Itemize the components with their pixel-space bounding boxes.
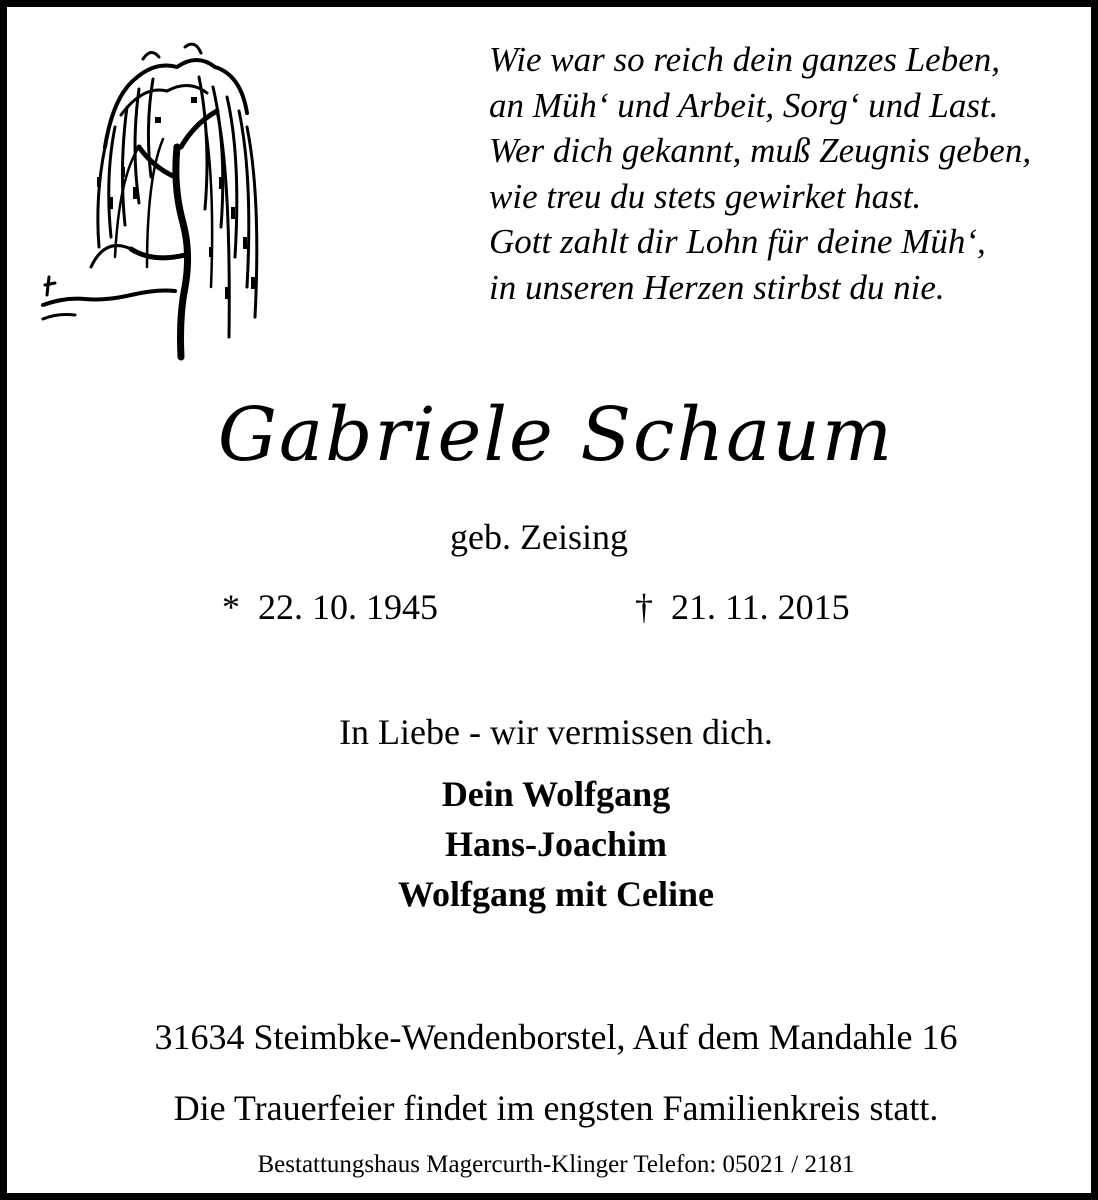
poem-line: Wie war so reich dein ganzes Leben,	[489, 40, 1001, 79]
maiden-name: geb. Zeising	[450, 517, 628, 557]
poem-line: Gott zahlt dir Lohn für deine Müh‘,	[489, 222, 986, 261]
poem-line: wie treu du stets gewirket hast.	[489, 176, 922, 216]
birth-date-line	[222, 585, 438, 629]
death-date-line	[635, 585, 850, 629]
ceremony-note: Die Trauerfeier findet im engsten Familienkreis statt.	[173, 1088, 939, 1128]
mourners-list	[7, 769, 1098, 919]
mourner-name: Hans-Joachim	[444, 824, 667, 864]
birth-star-icon: *	[222, 587, 240, 627]
poem-line: in unseren Herzen stirbst du nie.	[489, 267, 945, 307]
address: 31634 Steimbke-Wendenborstel, Auf dem Mandahle 16	[154, 1017, 958, 1057]
birth-date: 22. 10. 1945	[258, 587, 438, 627]
death-cross-icon: †	[635, 587, 653, 627]
tagline: In Liebe - wir vermissen dich.	[339, 712, 773, 752]
funeral-home-contact: Bestattungshaus Magercurth-Klinger Telefon: 05021 / 2181	[257, 1151, 855, 1178]
poem-line: an Müh‘ und Arbeit, Sorg‘ und Last.	[489, 85, 999, 125]
death-date: 21. 11. 2015	[671, 587, 850, 627]
poem-line: Wer dich gekannt, muß Zeugnis geben,	[489, 131, 1032, 170]
weeping-willow-icon	[35, 27, 275, 367]
memorial-poem	[489, 37, 1089, 310]
mourner-name: Dein Wolfgang	[441, 774, 671, 814]
deceased-name: Gabriele Schaum	[217, 392, 895, 478]
mourner-name: Wolfgang mit Celine	[398, 874, 714, 914]
